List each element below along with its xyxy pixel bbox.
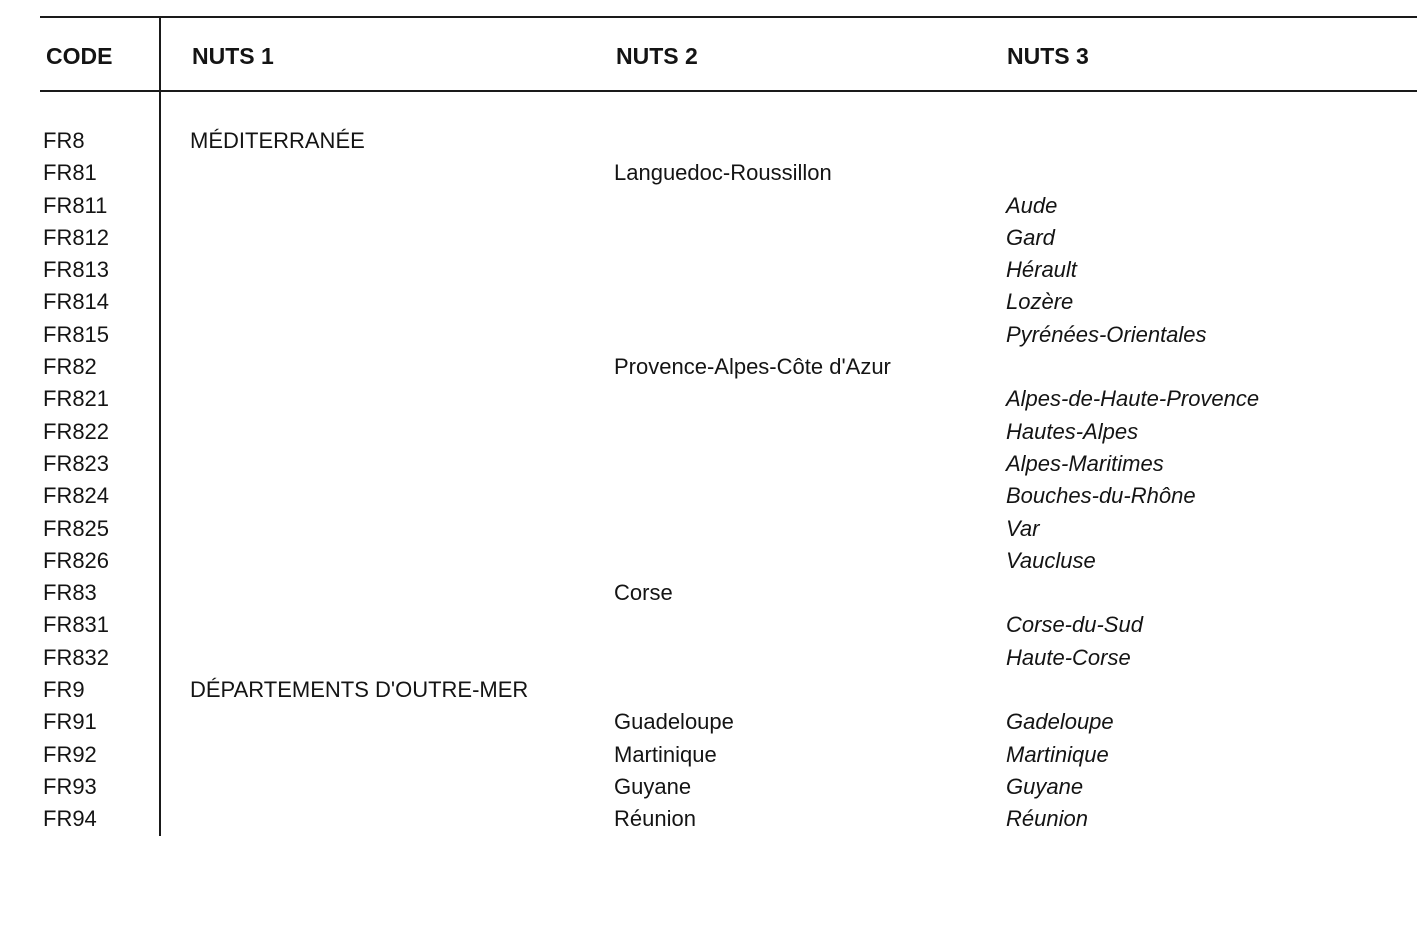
nuts2-cell: Réunion (614, 806, 696, 832)
nuts3-cell: Lozère (1006, 289, 1074, 315)
nuts3-cell: Martinique (1006, 741, 1109, 767)
code-cell: FR824 (43, 483, 110, 509)
table-row (0, 513, 1417, 545)
nuts3-cell: Haute-Corse (1006, 644, 1131, 670)
header-nuts2: NUTS 2 (616, 43, 698, 69)
table-row (0, 383, 1417, 415)
code-cell: FR832 (43, 644, 110, 670)
nuts2-cell: Corse (614, 580, 673, 606)
nuts3-cell: Bouches-du-Rhône (1006, 483, 1196, 509)
table-header-row (0, 36, 1417, 76)
nuts3-cell: Vaucluse (1006, 547, 1096, 573)
table-row (0, 609, 1417, 641)
code-cell: FR83 (43, 580, 97, 606)
table-row (0, 545, 1417, 577)
nuts3-cell: Pyrénées-Orientales (1006, 321, 1207, 347)
code-cell: FR814 (43, 289, 110, 315)
table-row (0, 190, 1417, 222)
code-cell: FR81 (43, 160, 97, 186)
code-cell: FR811 (43, 192, 108, 218)
code-cell: FR822 (43, 418, 110, 444)
nuts3-cell: Corse-du-Sud (1006, 612, 1143, 638)
nuts3-cell: Aude (1006, 192, 1058, 218)
header-nuts1: NUTS 1 (192, 43, 274, 69)
table-row (0, 803, 1417, 835)
table-row (0, 351, 1417, 383)
table-row (0, 771, 1417, 803)
code-cell: FR815 (43, 321, 110, 347)
table-body (0, 125, 1417, 836)
code-cell: FR813 (43, 257, 110, 283)
code-cell: FR826 (43, 547, 110, 573)
nuts3-cell: Gard (1006, 224, 1055, 250)
nuts2-cell: Provence-Alpes-Côte d'Azur (614, 354, 891, 380)
table-row (0, 642, 1417, 674)
table-row (0, 480, 1417, 512)
nuts2-cell: Languedoc-Roussillon (614, 160, 832, 186)
nuts2-cell: Guadeloupe (614, 709, 734, 735)
header-nuts3: NUTS 3 (1007, 43, 1089, 69)
nuts1-cell: MÉDITERRANÉE (190, 128, 365, 153)
code-cell: FR825 (43, 515, 110, 541)
code-cell: FR92 (43, 741, 97, 767)
table-row (0, 739, 1417, 771)
nuts3-cell: Var (1006, 515, 1040, 541)
nuts3-cell: Guyane (1006, 773, 1084, 799)
nuts3-cell: Alpes-Maritimes (1006, 450, 1164, 476)
table-row (0, 157, 1417, 189)
nuts2-cell: Guyane (614, 773, 692, 799)
code-cell: FR823 (43, 450, 110, 476)
table-row (0, 125, 1417, 157)
nuts3-cell: Réunion (1006, 806, 1088, 832)
table-row (0, 577, 1417, 609)
code-cell: FR91 (43, 709, 97, 735)
table-row (0, 222, 1417, 254)
table-row (0, 448, 1417, 480)
nuts3-cell: Gadeloupe (1006, 709, 1114, 735)
code-cell: FR93 (43, 773, 97, 799)
code-cell: FR821 (43, 386, 110, 412)
header-code: CODE (46, 43, 113, 69)
code-cell: FR831 (43, 612, 110, 638)
table-row (0, 416, 1417, 448)
code-cell: FR8 (43, 128, 85, 153)
table-row (0, 254, 1417, 286)
code-cell: FR94 (43, 806, 97, 832)
table-row (0, 286, 1417, 318)
nuts3-cell: Hautes-Alpes (1006, 418, 1139, 444)
code-cell: FR812 (43, 224, 110, 250)
table-row (0, 319, 1417, 351)
table-row (0, 674, 1417, 706)
code-cell: FR9 (43, 677, 85, 703)
table-row (0, 706, 1417, 738)
table-top-rule (40, 16, 1417, 18)
header-bottom-rule (40, 90, 1417, 92)
nuts1-cell: DÉPARTEMENTS D'OUTRE-MER (190, 677, 529, 703)
nuts3-cell: Hérault (1006, 257, 1077, 283)
code-cell: FR82 (43, 354, 97, 380)
nuts2-cell: Martinique (614, 741, 717, 767)
nuts3-cell: Alpes-de-Haute-Provence (1006, 386, 1260, 412)
